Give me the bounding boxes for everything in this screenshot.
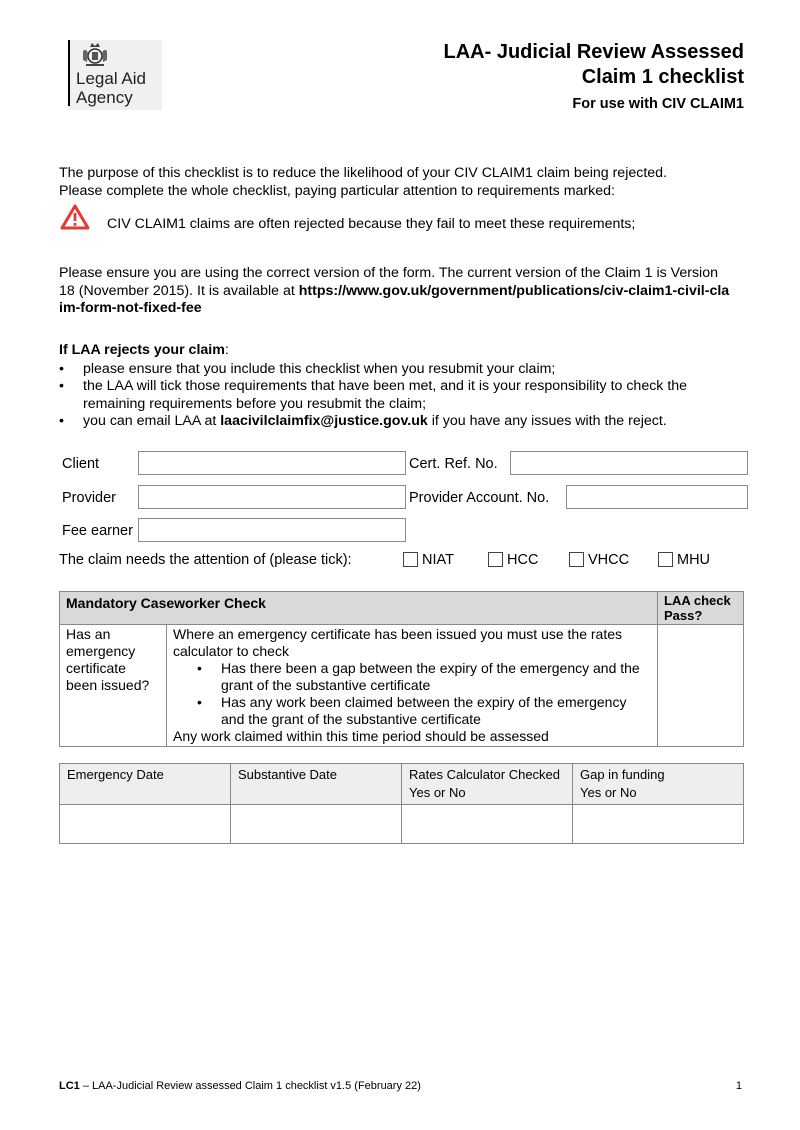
- table-row: [60, 592, 744, 625]
- title-line-2: Claim 1 checklist: [581, 66, 744, 88]
- client-label: Client: [62, 456, 100, 472]
- mhu-label: MHU: [677, 552, 711, 568]
- page-title: [444, 40, 745, 90]
- table-row: [60, 805, 744, 844]
- rates-calculator-header: [402, 764, 573, 805]
- row-content: [167, 625, 658, 747]
- provider-label: Provider: [62, 490, 116, 506]
- footer: [59, 1080, 421, 1092]
- page-number: 1: [735, 1080, 742, 1092]
- rates-calculator-cell[interactable]: [402, 805, 573, 844]
- list-item: [59, 413, 739, 431]
- title-line-1: LAA- Judicial Review Assessed: [443, 41, 744, 63]
- substantive-date-header: Substantive Date: [231, 764, 402, 805]
- logo-line-2: Agency: [76, 88, 133, 107]
- check-intro: Where an emergency certificate has been issued you must use the rates calculator to check: [173, 626, 623, 659]
- intro-paragraph: [59, 165, 739, 200]
- version-text: Please ensure you are using the correct version of the form. The current version of the Claim 1 is Version 18 (November 2015). It is available at: [59, 265, 718, 299]
- list-item: • Has there been a gap between the expiry of the emergency and the grant of the substantive certificate: [197, 660, 651, 694]
- email-suffix: if you have any issues with the reject.: [427, 413, 667, 429]
- reject-heading: If LAA rejects your claim: [59, 342, 225, 358]
- check-outro: Any work claimed within this time period should be assessed: [173, 728, 549, 744]
- footer-code: LC1: [59, 1080, 80, 1092]
- niat-checkbox[interactable]: [403, 552, 418, 567]
- hcc-label: HCC: [507, 552, 539, 568]
- laa-check-cell[interactable]: [658, 625, 744, 747]
- row-label: Has an emergency certificate been issued?: [60, 625, 167, 747]
- client-field[interactable]: [138, 451, 406, 475]
- intro-line-2: Please complete the whole checklist, paying particular attention to requirements marked:: [59, 182, 615, 199]
- form-url-link[interactable]: https://www.gov.uk/government/publications/civ-claim1-civil-claim-form-not-fixed-fee: [59, 282, 730, 316]
- hcc-checkbox[interactable]: [488, 552, 503, 567]
- intro-line-1: The purpose of this checklist is to reduce the likelihood of your CIV CLAIM1 claim being rejected.: [59, 165, 667, 181]
- warning-text: CIV CLAIM1 claims are often rejected because they fail to meet these requirements;: [107, 216, 636, 232]
- niat-label: NIAT: [422, 552, 454, 568]
- logo-divider: [68, 40, 70, 106]
- email-link[interactable]: laacivilclaimfix@justice.gov.uk: [220, 413, 428, 429]
- dates-table: [59, 763, 744, 844]
- reject-section: [59, 342, 739, 431]
- cert-ref-label: Cert. Ref. No.: [409, 456, 498, 472]
- provider-field[interactable]: [138, 485, 406, 509]
- vhcc-label: VHCC: [588, 552, 630, 568]
- gap-funding-header: [573, 764, 744, 805]
- warning-triangle-icon: [60, 204, 90, 230]
- vhcc-checkbox[interactable]: [569, 552, 584, 567]
- table-row: [60, 625, 744, 747]
- fee-earner-label: Fee earner: [62, 523, 133, 539]
- rates-header-line-1: Rates Calculator Checked: [409, 767, 561, 782]
- gap-header-line-2: Yes or No: [580, 785, 637, 800]
- logo-line-1: Legal Aid: [76, 69, 146, 88]
- page-subtitle: For use with CIV CLAIM1: [572, 96, 744, 112]
- table-row: [60, 764, 744, 805]
- logo-text: [76, 69, 146, 107]
- list-item: • please ensure that you include this checklist when you resubmit your claim;: [59, 361, 739, 379]
- fee-earner-field[interactable]: [138, 518, 406, 542]
- list-item: • Has any work been claimed between the expiry of the emergency and the grant of the substantive certificate: [197, 694, 651, 728]
- emergency-date-cell[interactable]: [60, 805, 231, 844]
- provider-account-field[interactable]: [566, 485, 748, 509]
- provider-account-label: Provider Account. No.: [409, 490, 550, 506]
- rates-header-line-2: Yes or No: [409, 785, 466, 800]
- laa-check-header: LAA check Pass?: [658, 592, 744, 625]
- attention-label: The claim needs the attention of (please tick):: [59, 552, 352, 568]
- mhu-checkbox[interactable]: [658, 552, 673, 567]
- caseworker-check-table: [59, 591, 744, 747]
- gap-funding-cell[interactable]: [573, 805, 744, 844]
- cert-ref-field[interactable]: [510, 451, 748, 475]
- emergency-date-header: Emergency Date: [60, 764, 231, 805]
- email-prefix: you can email LAA at: [83, 413, 221, 429]
- check-table-header: Mandatory Caseworker Check: [60, 592, 658, 625]
- list-item: • the LAA will tick those requirements that have been met, and it is your responsibility to check the remaining requirements before you resubmit the claim;: [59, 378, 739, 413]
- substantive-date-cell[interactable]: [231, 805, 402, 844]
- reject-heading-colon: :: [224, 342, 229, 358]
- footer-text: – LAA-Judicial Review assessed Claim 1 checklist v1.5 (February 22): [79, 1080, 421, 1092]
- gap-header-line-1: Gap in funding: [580, 767, 665, 782]
- royal-crest-icon: [80, 42, 110, 68]
- version-paragraph: [59, 265, 731, 318]
